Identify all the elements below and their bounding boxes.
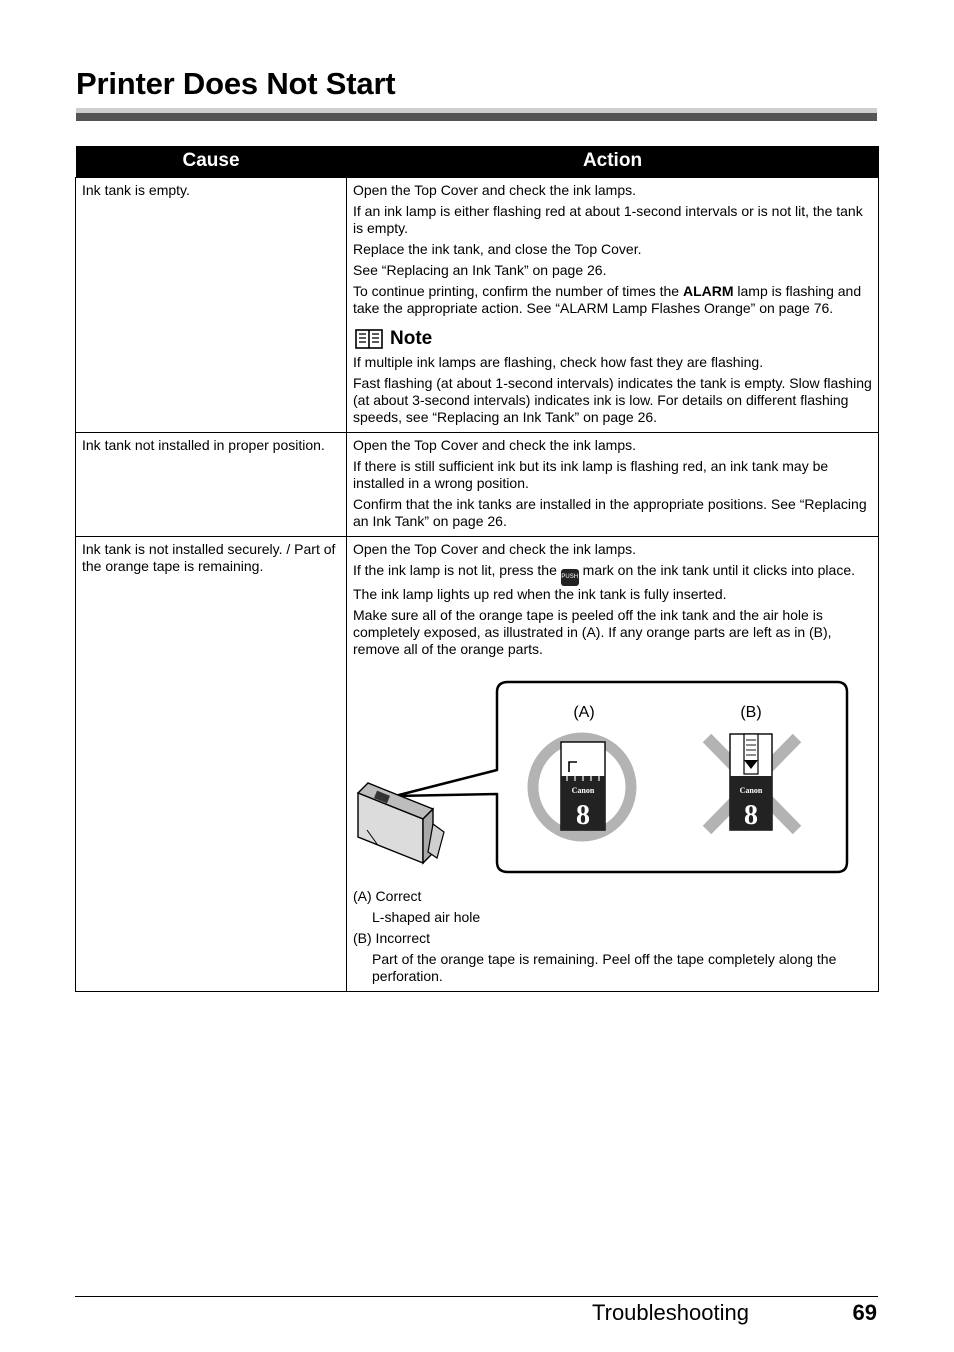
tank-number-a: 8 bbox=[576, 799, 590, 831]
action-text: Open the Top Cover and check the ink lamps. bbox=[353, 540, 637, 557]
page-title: Printer Does Not Start bbox=[76, 66, 396, 101]
ink-tank-illustration bbox=[353, 672, 853, 884]
caption-incorrect: (B) Incorrect bbox=[353, 929, 431, 946]
cause-cell: Ink tank not installed in proper position. bbox=[76, 432, 347, 536]
brand-label-a: Canon bbox=[571, 785, 595, 795]
alarm-text-after: lamp is flashing and take the appropriate action. See “ALARM Lamp Flashes Orange” on page 76. bbox=[353, 282, 862, 316]
action-cell bbox=[347, 536, 879, 991]
note-title: Note bbox=[390, 327, 433, 349]
action-text: If there is still sufficient ink but its ink lamp is flashing red, an ink tank may be installed in a wrong position. bbox=[353, 457, 829, 491]
action-text: Confirm that the ink tanks are installed in the appropriate positions. See “Replacing an Ink Tank” on page 26. bbox=[353, 495, 867, 529]
action-cell bbox=[347, 177, 879, 432]
push-text-after: mark on the ink tank until it clicks into place. The ink lamp lights up red when the ink tank is fully inserted. bbox=[353, 561, 855, 602]
table-header-row bbox=[76, 146, 879, 177]
action-text: See “Replacing an Ink Tank” on page 26. bbox=[353, 261, 607, 278]
note-text: Fast flashing (at about 1-second intervals) indicates the tank is empty. Slow flashing (at about 3-second intervals) indicates ink is low. For details on different flashing speeds, see “Replacing an Ink Tank” on page 26. bbox=[353, 374, 872, 425]
push-text-before: If the ink lamp is not lit, press the bbox=[353, 561, 561, 578]
caption-correct: (A) Correct bbox=[353, 887, 422, 904]
note-heading bbox=[355, 329, 872, 349]
footer-section-title: Troubleshooting bbox=[592, 1300, 749, 1325]
figure-label-b: (B) bbox=[740, 703, 762, 721]
alarm-action-text bbox=[353, 283, 872, 317]
alarm-lamp-name: ALARM bbox=[682, 282, 734, 299]
book-icon bbox=[355, 329, 383, 349]
alarm-text-before: To continue printing, confirm the number of times the bbox=[353, 282, 683, 299]
figure-label-a: (A) bbox=[573, 703, 595, 721]
incorrect-ink-tank bbox=[730, 734, 772, 831]
action-text: Replace the ink tank, and close the Top Cover. bbox=[353, 240, 642, 257]
callout-box bbox=[395, 682, 847, 872]
table-row bbox=[76, 177, 879, 432]
action-text: Open the Top Cover and check the ink lamps. bbox=[353, 181, 637, 198]
action-text: If an ink lamp is either flashing red at about 1-second intervals or is not lit, the tank is empty. bbox=[353, 202, 863, 236]
troubleshooting-table bbox=[75, 146, 879, 992]
brand-label-b: Canon bbox=[739, 785, 763, 795]
action-header: Action bbox=[347, 146, 879, 177]
action-text: Open the Top Cover and check the ink lamps. bbox=[353, 436, 637, 453]
title-rule bbox=[76, 108, 877, 122]
page-number: 69 bbox=[852, 1300, 877, 1325]
push-action-text bbox=[353, 562, 872, 603]
correct-ink-tank bbox=[561, 742, 605, 831]
tank-number-b: 8 bbox=[744, 799, 758, 831]
action-cell bbox=[347, 432, 879, 536]
title-rule-dark bbox=[76, 113, 877, 121]
cause-cell: Ink tank is not installed securely. / Part of the orange tape is remaining. bbox=[76, 536, 347, 991]
tape-action-text: Make sure all of the orange tape is peeled off the ink tank and the air hole is completely exposed, as illustrated in (A). If any orange parts are left as in (B), remove all of the orange parts. bbox=[353, 606, 832, 657]
caption-correct-detail: L-shaped air hole bbox=[372, 908, 481, 925]
footer-rule bbox=[75, 1296, 878, 1297]
caption-incorrect-detail: Part of the orange tape is remaining. Peel off the tape completely along the perforation. bbox=[372, 950, 837, 984]
push-mark-icon: PUSH bbox=[561, 569, 579, 586]
cause-cell: Ink tank is empty. bbox=[76, 177, 347, 432]
table-row bbox=[76, 432, 879, 536]
table-row bbox=[76, 536, 879, 991]
cause-header: Cause bbox=[76, 146, 347, 177]
note-text: If multiple ink lamps are flashing, check how fast they are flashing. bbox=[353, 353, 764, 370]
